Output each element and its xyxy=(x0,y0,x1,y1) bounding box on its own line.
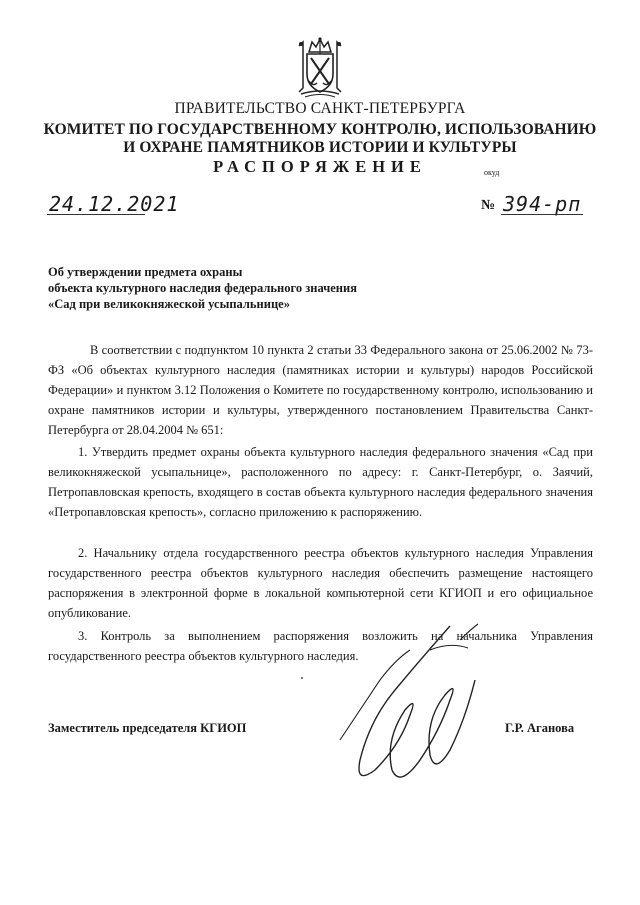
committee-name-line1: КОМИТЕТ ПО ГОСУДАРСТВЕННОМУ КОНТРОЛЮ, ИСПОЛЬЗОВАНИЮ xyxy=(43,121,597,138)
signatory-name: Г.Р. Аганова xyxy=(505,721,575,735)
coat-of-arms-icon xyxy=(295,36,345,98)
government-name: ПРАВИТЕЛЬСТВО САНКТ-ПЕТЕРБУРГА xyxy=(174,100,466,117)
date-underline xyxy=(47,214,145,215)
committee-name-line2: И ОХРАНЕ ПАМЯТНИКОВ ИСТОРИИ И КУЛЬТУРЫ xyxy=(123,139,517,156)
item-3-paragraph: 3. Контроль за выполнением распоряжения возложить на начальника Управления государственного реестра объектов культурного наследия. xyxy=(48,629,593,663)
item-1-paragraph: 1. Утвердить предмет охраны объекта культурного наследия федерального значения «Сад при великокняжеской усыпальнице», расположенного по адресу: г. Санкт-Петербург, о. Заячий, Петропавловская крепость, входящего в состав объекта культурного наследия федерального значения «Петропавловская крепость», согласно приложению к распоряжению. xyxy=(48,445,593,519)
signatory-title: Заместитель председателя КГИОП xyxy=(48,721,247,735)
number-sign: № xyxy=(481,198,496,213)
order-number: 394-рп xyxy=(503,192,582,216)
preamble-paragraph: В соответствии с подпунктом 10 пункта 2 статьи 33 Федерального закона от 25.06.2002 № 73-ФЗ «Об объектах культурного наследия (памятниках истории и культуры) народов Российской Федерации» и пунктом 3.12 Положения о Комитете по государственному контролю, использованию и охране памятников истории и культуры, утвержденного постановлением Правительства Санкт-Петербурга от 28.04.2004 № 651: xyxy=(48,343,593,437)
subject-line1: Об утверждении предмета охраны xyxy=(48,265,243,279)
document-type: РАСПОРЯЖЕНИЕ xyxy=(213,157,427,176)
item-2-paragraph: 2. Начальнику отдела государственного реестра объектов культурного наследия Управления государственного реестра объектов культурного наследия обеспечить размещение настоящего распоряжения в электронной форме в локальной компьютерной сети КГИОП и его официальное опубликование. xyxy=(48,546,593,620)
subject-line3: «Сад при великокняжеской усыпальнице» xyxy=(48,297,290,311)
okud-label: окуд xyxy=(484,168,500,177)
handwritten-signature-icon xyxy=(300,620,500,800)
subject-line2: объекта культурного наследия федерального значения xyxy=(48,281,357,295)
order-date: 24.12.2021 xyxy=(49,192,180,216)
order-subject xyxy=(48,264,428,312)
number-underline xyxy=(501,214,583,215)
